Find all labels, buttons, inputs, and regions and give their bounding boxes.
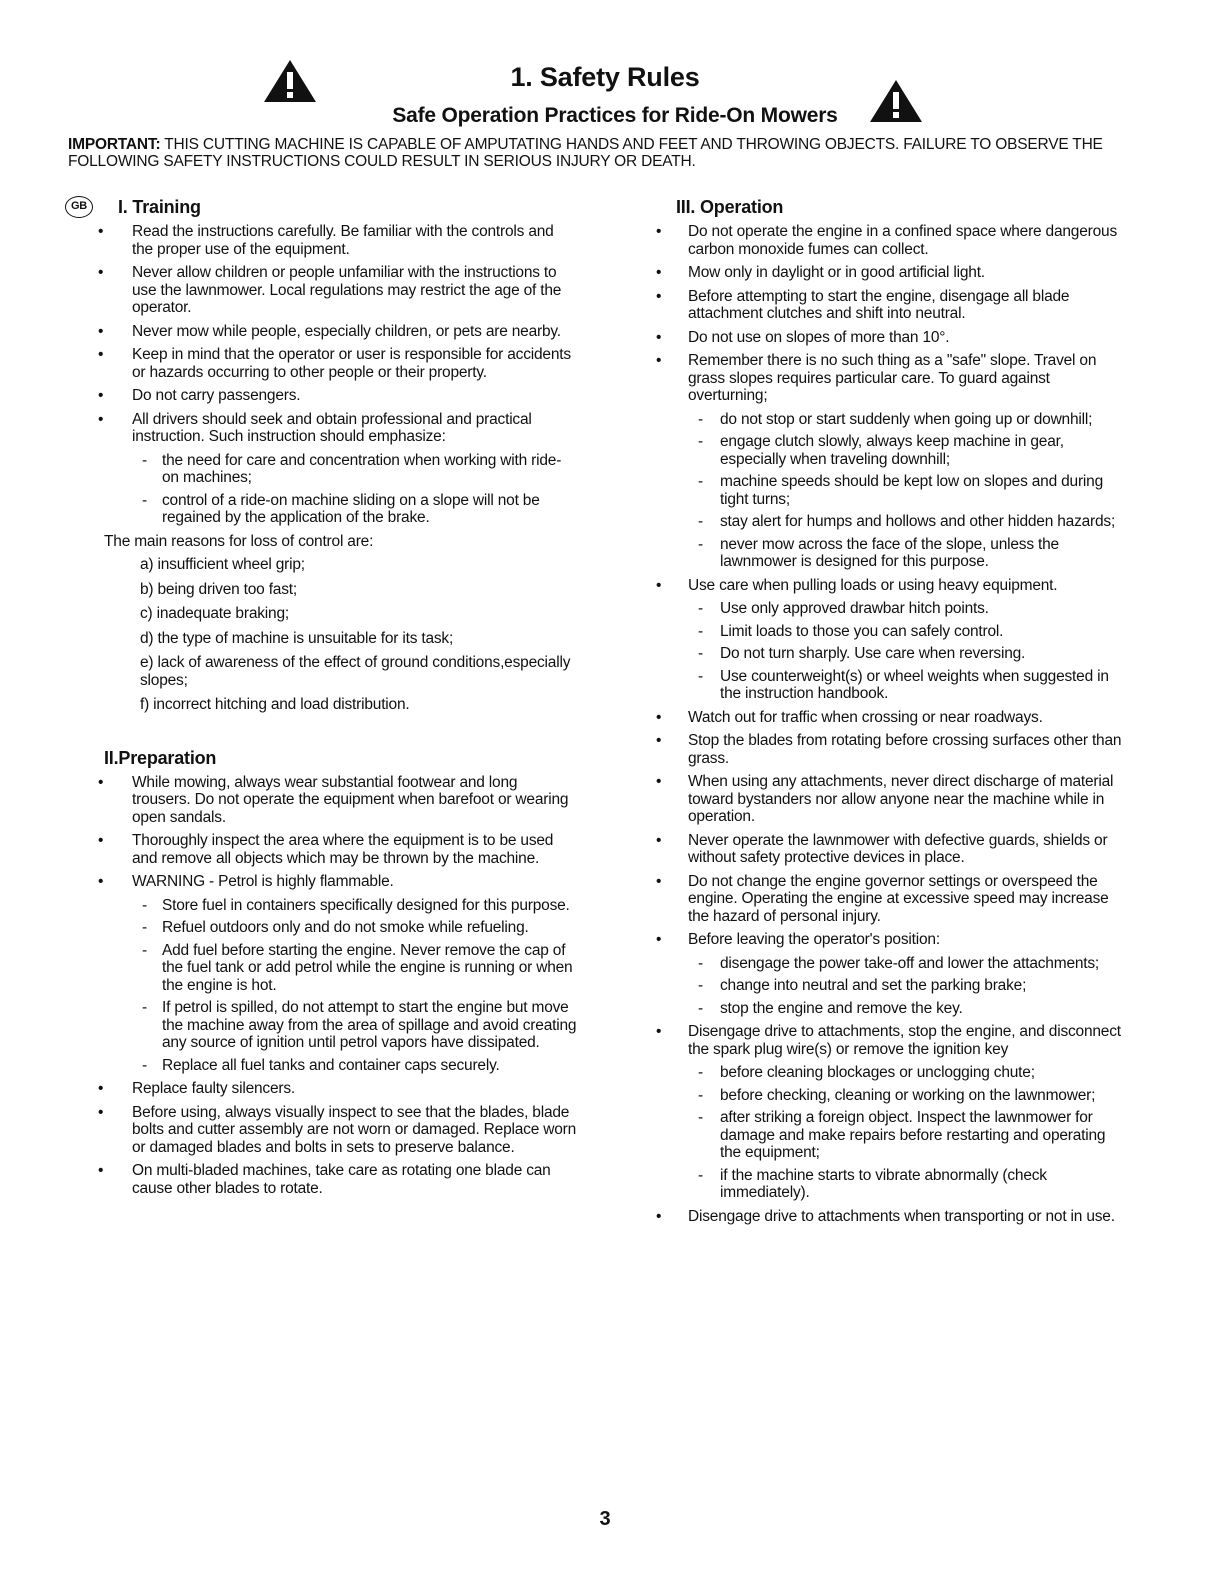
- reason-item: d) the type of machine is unsuitable for its task;: [140, 629, 454, 647]
- right-column: [650, 196, 1128, 1231]
- reason-item: a) insufficient wheel grip;: [140, 556, 305, 573]
- sub-list-item: - If petrol is spilled, do not attempt to start the engine but move the machine away from the area of spillage and avoid creating any source of ignition until petrol vapors have dissipated.: [132, 999, 578, 1052]
- slope-sub-list: [688, 411, 1128, 571]
- list-item: • Before using, always visually inspect to see that the blades, blade bolts and cutter assembly are not worn or damaged. Replace worn or damaged blades and bolts in sets to preserve balance.: [78, 1104, 578, 1157]
- list-item: • When using any attachments, never direct discharge of material toward bystanders nor allow anyone near the machine while in operation.: [650, 773, 1128, 826]
- list-item: • Do not carry passengers.: [78, 387, 578, 405]
- operation-heading: III. Operation: [676, 197, 784, 217]
- list-item: • Never operate the lawnmower with defective guards, shields or without safety protective devices in place.: [650, 832, 1128, 867]
- list-item: • Do not change the engine governor settings or overspeed the engine. Operating the engine at excessive speed may increase the hazard of personal injury.: [650, 873, 1128, 926]
- training-list: [78, 223, 578, 527]
- language-badge: GB: [65, 196, 93, 218]
- sub-list-item: - control of a ride-on machine sliding on a slope will not be regained by the application of the brake.: [132, 492, 578, 527]
- list-item: • Never allow children or people unfamiliar with the instructions to use the lawnmower. Local regulations may restrict the age of the operator.: [78, 264, 578, 317]
- sub-list-item: - the need for care and concentration when working with ride-on machines;: [132, 452, 578, 487]
- sub-list-item: - before cleaning blockages or unclogging chute;: [688, 1064, 1128, 1082]
- sub-list-item: - disengage the power take-off and lower the attachments;: [688, 955, 1128, 973]
- list-item-text: Disengage drive to attachments, stop the engine, and disconnect the spark plug wire(s) or remove the ignition key: [688, 1023, 1121, 1058]
- sub-list-item: - Use counterweight(s) or wheel weights when suggested in the instruction handbook.: [688, 668, 1128, 703]
- list-item-text: All drivers should seek and obtain professional and practical instruction. Such instruction should emphasize:: [132, 410, 532, 445]
- page-subtitle: Safe Operation Practices for Ride-On Mowers: [392, 104, 838, 127]
- sub-list-item: - stop the engine and remove the key.: [688, 1000, 1128, 1018]
- reason-item: b) being driven too fast;: [140, 580, 297, 598]
- left-column: [70, 196, 578, 1203]
- list-item: • While mowing, always wear substantial footwear and long trousers. Do not operate the equipment when barefoot or wearing open sandals.: [78, 774, 578, 827]
- page-header: [0, 56, 1210, 136]
- sub-list-item: - Replace all fuel tanks and container caps securely.: [132, 1057, 578, 1075]
- sub-list-item: - Store fuel in containers specifically designed for this purpose.: [132, 897, 578, 915]
- list-item: • Replace faulty silencers.: [78, 1080, 578, 1098]
- list-item: [650, 352, 1128, 571]
- sub-list-item: - before checking, cleaning or working on the lawnmower;: [688, 1087, 1128, 1105]
- list-item: • Do not operate the engine in a confined space where dangerous carbon monoxide fumes can collect.: [650, 223, 1128, 258]
- disengage-sub-list: [688, 1064, 1128, 1202]
- page-title: 1. Safety Rules: [510, 62, 700, 92]
- sub-list-item: - stay alert for humps and hollows and other hidden hazards;: [688, 513, 1128, 531]
- warning-triangle-icon-right: [868, 78, 924, 124]
- page-number: 3: [599, 1508, 611, 1530]
- important-label: IMPORTANT:: [68, 136, 161, 153]
- sub-list-item: - Do not turn sharply. Use care when reversing.: [688, 645, 1128, 663]
- list-item: [78, 411, 578, 527]
- list-item: • Never mow while people, especially children, or pets are nearby.: [78, 323, 578, 341]
- list-item: • Watch out for traffic when crossing or near roadways.: [650, 709, 1128, 727]
- sub-list-item: - Use only approved drawbar hitch points.: [688, 600, 1128, 618]
- training-heading: I. Training: [118, 197, 201, 217]
- sub-list-item: - after striking a foreign object. Inspect the lawnmower for damage and make repairs before restarting and operating the equipment;: [688, 1109, 1128, 1162]
- operation-list: [650, 223, 1128, 1225]
- training-sub-list: [132, 452, 578, 527]
- sub-list-item: - engage clutch slowly, always keep machine in gear, especially when traveling downhill;: [688, 433, 1128, 468]
- sub-list-item: - machine speeds should be kept low on slopes and during tight turns;: [688, 473, 1128, 508]
- list-item-text: WARNING - Petrol is highly flammable.: [132, 873, 394, 890]
- list-item-text: Remember there is no such thing as a "safe" slope. Travel on grass slopes requires particular care. To guard against overturning;: [688, 352, 1097, 404]
- list-item: • Disengage drive to attachments when transporting or not in use.: [650, 1208, 1128, 1226]
- list-item: [78, 873, 578, 1074]
- important-notice: [68, 136, 1132, 170]
- sub-list-item: - change into neutral and set the parking brake;: [688, 977, 1128, 995]
- list-item: • On multi-bladed machines, take care as rotating one blade can cause other blades to rotate.: [78, 1162, 578, 1197]
- reasons-list: [78, 556, 578, 714]
- list-item: [650, 577, 1128, 703]
- important-text: THIS CUTTING MACHINE IS CAPABLE OF AMPUTATING HANDS AND FEET AND THROWING OBJECTS. FAILURE TO OBSERVE THE FOLLOWING SAFETY INSTRUCTIONS COULD RESULT IN SERIOUS INJURY OR DEATH.: [68, 136, 1103, 170]
- list-item: • Before attempting to start the engine, disengage all blade attachment clutches and shift into neutral.: [650, 288, 1128, 323]
- preparation-list: [78, 774, 578, 1198]
- sub-list-item: - Refuel outdoors only and do not smoke while refueling.: [132, 919, 578, 937]
- sub-list-item: - Limit loads to those you can safely control.: [688, 623, 1128, 641]
- reasons-intro: The main reasons for loss of control are:: [104, 532, 374, 550]
- list-item: • Keep in mind that the operator or user is responsible for accidents or hazards occurring to other people or their property.: [78, 346, 578, 381]
- list-item-text: Use care when pulling loads or using heavy equipment.: [688, 576, 1058, 594]
- list-item: • Read the instructions carefully. Be familiar with the controls and the proper use of the equipment.: [78, 223, 578, 258]
- list-item: • Thoroughly inspect the area where the equipment is to be used and remove all objects which may be thrown by the machine.: [78, 832, 578, 867]
- list-item: • Do not use on slopes of more than 10°.: [650, 329, 1128, 347]
- sub-list-item: - if the machine starts to vibrate abnormally (check immediately).: [688, 1167, 1128, 1202]
- preparation-heading: II.Preparation: [104, 747, 217, 768]
- leaving-sub-list: [688, 955, 1128, 1018]
- sub-list-item: - never mow across the face of the slope, unless the lawnmower is designed for this purpose.: [688, 536, 1128, 571]
- list-item: [650, 931, 1128, 1017]
- loads-sub-list: [688, 600, 1128, 703]
- reason-item: e) lack of awareness of the effect of ground conditions,especially slopes;: [140, 654, 571, 689]
- list-item: • Mow only in daylight or in good artificial light.: [650, 264, 1128, 282]
- list-item-text: Before leaving the operator's position:: [688, 931, 940, 948]
- sub-list-item: - Add fuel before starting the engine. Never remove the cap of the fuel tank or add petrol while the engine is running or when the engine is hot.: [132, 942, 578, 995]
- petrol-sub-list: [132, 897, 578, 1075]
- reason-item: f) incorrect hitching and load distribution.: [140, 696, 410, 713]
- sub-list-item: - do not stop or start suddenly when going up or downhill;: [688, 411, 1128, 429]
- reason-item: c) inadequate braking;: [140, 605, 289, 622]
- list-item: • Stop the blades from rotating before crossing surfaces other than grass.: [650, 732, 1128, 767]
- list-item: [650, 1023, 1128, 1202]
